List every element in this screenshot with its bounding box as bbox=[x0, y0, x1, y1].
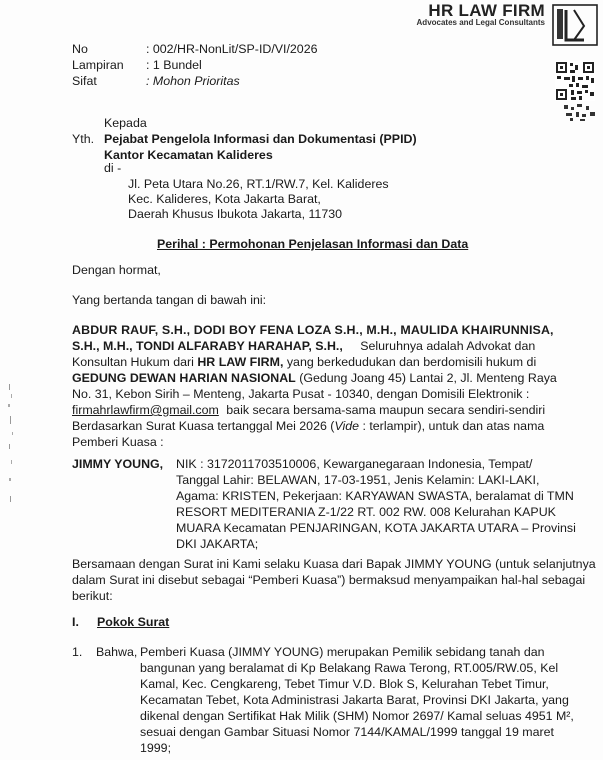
point-line: dikenal dengan Sertifikat Hak Milik (SHM) Nomor 2697/ Kamal seluas 4951 M², bbox=[140, 709, 574, 723]
signatories-line: ABDUR RAUF, S.H., DODI BOY FENA LOZA S.H., M.H., MAULIDA KHAIRUNNISA, bbox=[72, 323, 554, 337]
firm-name: HR LAW FIRM bbox=[428, 1, 545, 20]
point-line: Kecamatan Tebet, Kota Administrasi Jakarta Barat, Provinsi DKI Jakarta, yang bbox=[140, 693, 569, 707]
client-detail-line: MUARA Kecamatan PENJARINGAN, KOTA JAKARTA UTARA – Provinsi bbox=[176, 521, 576, 535]
point-number: 1. bbox=[72, 645, 83, 659]
client-detail-line: RESORT MEDITERANIA Z-1/22 RT. 002 RW. 008 Kelurahan KAPUK bbox=[176, 505, 556, 519]
meta-label-no: No bbox=[72, 42, 88, 56]
signatories-line bbox=[72, 354, 536, 370]
qr-code-fragment-icon bbox=[562, 103, 600, 123]
firm-name-inline: HR LAW FIRM, bbox=[197, 355, 284, 369]
point-line: sesuai dengan Gambar Situasi Nomor 7144/KAMAL/1999 tanggal 19 maret bbox=[140, 725, 554, 739]
signatories-text: (Gedung Joang 45) Lantai 2, Jl. Menteng Raya bbox=[299, 371, 557, 385]
recipient-line1: Pejabat Pengelola Informasi dan Dokumentasi (PPID) bbox=[104, 132, 417, 146]
statement-line: berikut: bbox=[72, 589, 113, 603]
meta-label-lampiran: Lampiran bbox=[72, 58, 124, 72]
signatories-text: Seluruhnya adalah Advokat dan bbox=[360, 339, 536, 353]
office-building: GEDUNG DEWAN HARIAN NASIONAL bbox=[72, 371, 296, 385]
signatories-names: S.H., M.H., TONDI ALFARABY HARAHAP, S.H., bbox=[72, 339, 343, 353]
recipient-kepada: Kepada bbox=[104, 116, 147, 130]
firm-tagline: Advocates and Legal Consultants bbox=[416, 18, 545, 27]
recipient-line2: Kantor Kecamatan Kalideres bbox=[104, 148, 273, 162]
point-line: Kamal, Kec. Cengkareng, Tebet Timur V.D. Blok S, Kelurahan Tebet Timur, bbox=[140, 677, 549, 691]
section-numeral: I. bbox=[72, 615, 79, 629]
salutation: Dengan hormat, bbox=[72, 263, 161, 277]
signatories-text: Konsultan Hukum dari bbox=[72, 355, 194, 369]
point-line: bangunan yang beralamat di Kp Belakang Rawa Terong, RT.005/RW.05, Kel bbox=[140, 661, 559, 675]
recipient-di: di - bbox=[104, 161, 122, 175]
signatories-line bbox=[72, 370, 557, 386]
meta-label-sifat: Sifat bbox=[72, 74, 97, 88]
client-detail-line: Tanggal Lahir: BELAWAN, 17-03-1951, Jenis Kelamin: LAKI-LAKI, bbox=[176, 473, 540, 487]
section-title: Pokok Surat bbox=[97, 615, 170, 629]
signatories-text: : terlampir), untuk dan atas nama bbox=[362, 419, 545, 433]
client-detail-line: NIK : 3172011703510006, Kewarganegaraan Indonesia, Tempat/ bbox=[176, 457, 533, 471]
intro-text: Yang bertanda tangan di bawah ini: bbox=[72, 293, 267, 307]
signatories-line bbox=[72, 418, 544, 434]
letter-subject: Perihal : Permohonan Penjelasan Informasi dan Data bbox=[157, 237, 469, 251]
recipient-yth: Yth. bbox=[72, 132, 95, 146]
client-name: JIMMY YOUNG, bbox=[72, 457, 164, 471]
statement-line: dalam Surat ini disebut sebagai “Pemberi Kuasa”) bermaksud menyampaikan hal-hal sebagai bbox=[72, 573, 586, 587]
meta-value-lampiran: : 1 Bundel bbox=[146, 58, 202, 72]
statement-line: Bersamaan dengan Surat ini Kami selaku Kuasa dari Bapak JIMMY YOUNG (untuk selanjutnya bbox=[72, 557, 596, 571]
scan-artifact bbox=[7, 380, 15, 520]
recipient-address-line: Kec. Kalideres, Kota Jakarta Barat, bbox=[128, 192, 321, 206]
firm-logo-icon bbox=[552, 4, 598, 46]
recipient-address-line: Daerah Khusus Ibukota Jakarta, 11730 bbox=[128, 207, 342, 221]
vide-text: Vide bbox=[334, 419, 360, 433]
signatories-line: Pemberi Kuasa : bbox=[72, 435, 164, 449]
signatories-line bbox=[72, 402, 545, 418]
point-line: 1999; bbox=[140, 741, 172, 755]
signatories-line: No. 31, Kebon Sirih – Menteng, Jakarta Pusat - 10340, dengan Domisili Elektronik : bbox=[72, 387, 530, 401]
point-line: Pemberi Kuasa (JIMMY YOUNG) merupakan Pemilik sebidang tanah dan bbox=[140, 645, 545, 659]
signatories-line bbox=[72, 338, 535, 354]
meta-value-sifat: : Mohon Prioritas bbox=[146, 74, 240, 88]
email-link[interactable]: firmahrlawfirm@gmail.com bbox=[72, 403, 219, 417]
meta-value-no: : 002/HR-NonLit/SP-ID/VI/2026 bbox=[146, 42, 318, 56]
point-lead: Bahwa, bbox=[96, 645, 138, 659]
client-detail-line: DKI JAKARTA; bbox=[176, 537, 259, 551]
qr-code-icon bbox=[555, 61, 595, 101]
signatories-text: baik secara bersama-sama maupun secara sendiri-sendiri bbox=[226, 403, 546, 417]
client-detail-line: Agama: KRISTEN, Pekerjaan: KARYAWAN SWASTA, beralamat di TMN bbox=[176, 489, 574, 503]
signatories-text: Berdasarkan Surat Kuasa tertanggal Mei 2026 ( bbox=[72, 419, 335, 433]
recipient-address-line: Jl. Peta Utara No.26, RT.1/RW.7, Kel. Kalideres bbox=[128, 177, 389, 191]
signatories-text: yang berkedudukan dan berdomisili hukum di bbox=[286, 355, 537, 369]
